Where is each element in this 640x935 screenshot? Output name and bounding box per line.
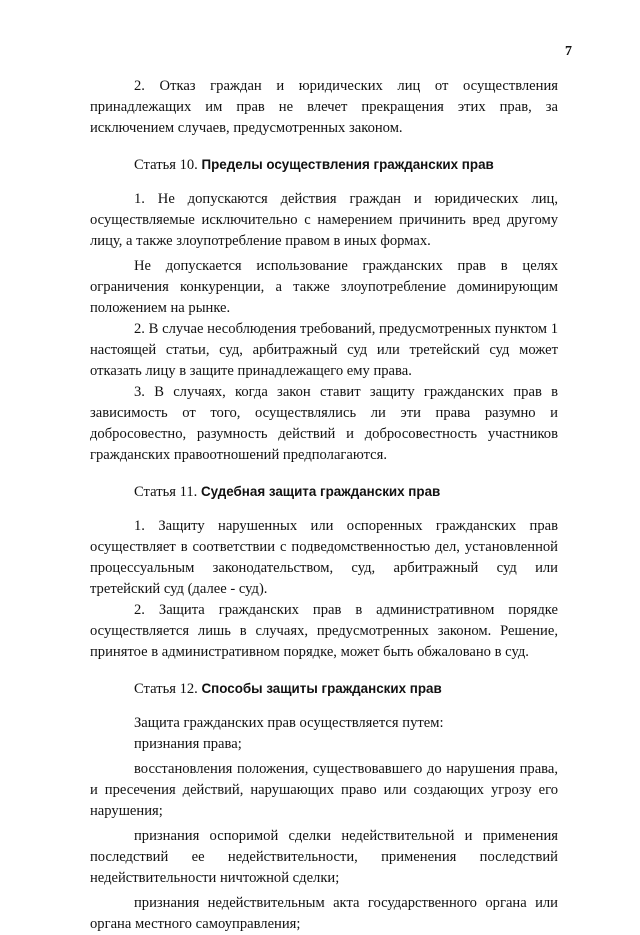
paragraph: признания права;: [134, 736, 242, 752]
paragraph: Не допускается использование гражданских прав в целях ограничения конкуренции, а также злоупотребление доминирующим положением на рынке.: [90, 258, 558, 316]
paragraph: признания недействительным акта государственного органа или органа местного самоуправления;: [90, 895, 558, 932]
article-title: Пределы осуществления гражданских прав: [201, 157, 494, 172]
paragraph: 2. Защита гражданских прав в административном порядке осуществляется лишь в случаях, предусмотренных законом. Решение, принятое в административном порядке, может быть обжаловано в суд.: [90, 602, 558, 660]
article-number: Статья 11.: [134, 484, 198, 500]
paragraph: 1. Защиту нарушенных или оспоренных гражданских прав осуществляет в соответствии с подведомственностью дел, установленной процессуальным законодательством, суд, арбитражный суд или третейский суд (далее - суд).: [90, 518, 558, 597]
paragraph: 3. В случаях, когда закон ставит защиту гражданских прав в зависимость от того, осуществлялись ли эти права разумно и добросовестно, разумность действий и добросовестность участников гражданских правоотношений предполагаются.: [90, 384, 558, 463]
article-heading: [90, 678, 558, 700]
paragraph: восстановления положения, существовавшего до нарушения права, и пресечения действий, нарушающих право или создающих угрозу его нарушения;: [90, 761, 558, 819]
page-number: 7: [565, 44, 572, 59]
paragraph: 2. Отказ граждан и юридических лиц от осуществления принадлежащих им прав не влечет прекращения этих прав, за исключением случаев, предусмотренных законом.: [90, 78, 558, 136]
paragraph: Защита гражданских прав осуществляется путем:: [134, 715, 444, 731]
paragraph: признания оспоримой сделки недействительной и применения последствий ее недействительности, применения последствий недействительности ничтожной сделки;: [90, 828, 558, 886]
paragraph: 1. Не допускаются действия граждан и юридических лиц, осуществляемые исключительно с намерением причинить вред другому лицу, а также злоупотребление правом в иных формах.: [90, 191, 558, 249]
article-heading: [90, 154, 558, 176]
article-title: Способы защиты гражданских прав: [201, 681, 442, 696]
paragraph: 2. В случае несоблюдения требований, предусмотренных пунктом 1 настоящей статьи, суд, арбитражный суд или третейский суд может отказать лицу в защите принадлежащего ему права.: [90, 321, 558, 379]
article-title: Судебная защита гражданских прав: [200, 484, 441, 499]
document-body: [90, 76, 558, 935]
article-number: Статья 12.: [134, 681, 198, 697]
article-number: Статья 10.: [134, 157, 198, 173]
article-heading: [90, 481, 558, 503]
